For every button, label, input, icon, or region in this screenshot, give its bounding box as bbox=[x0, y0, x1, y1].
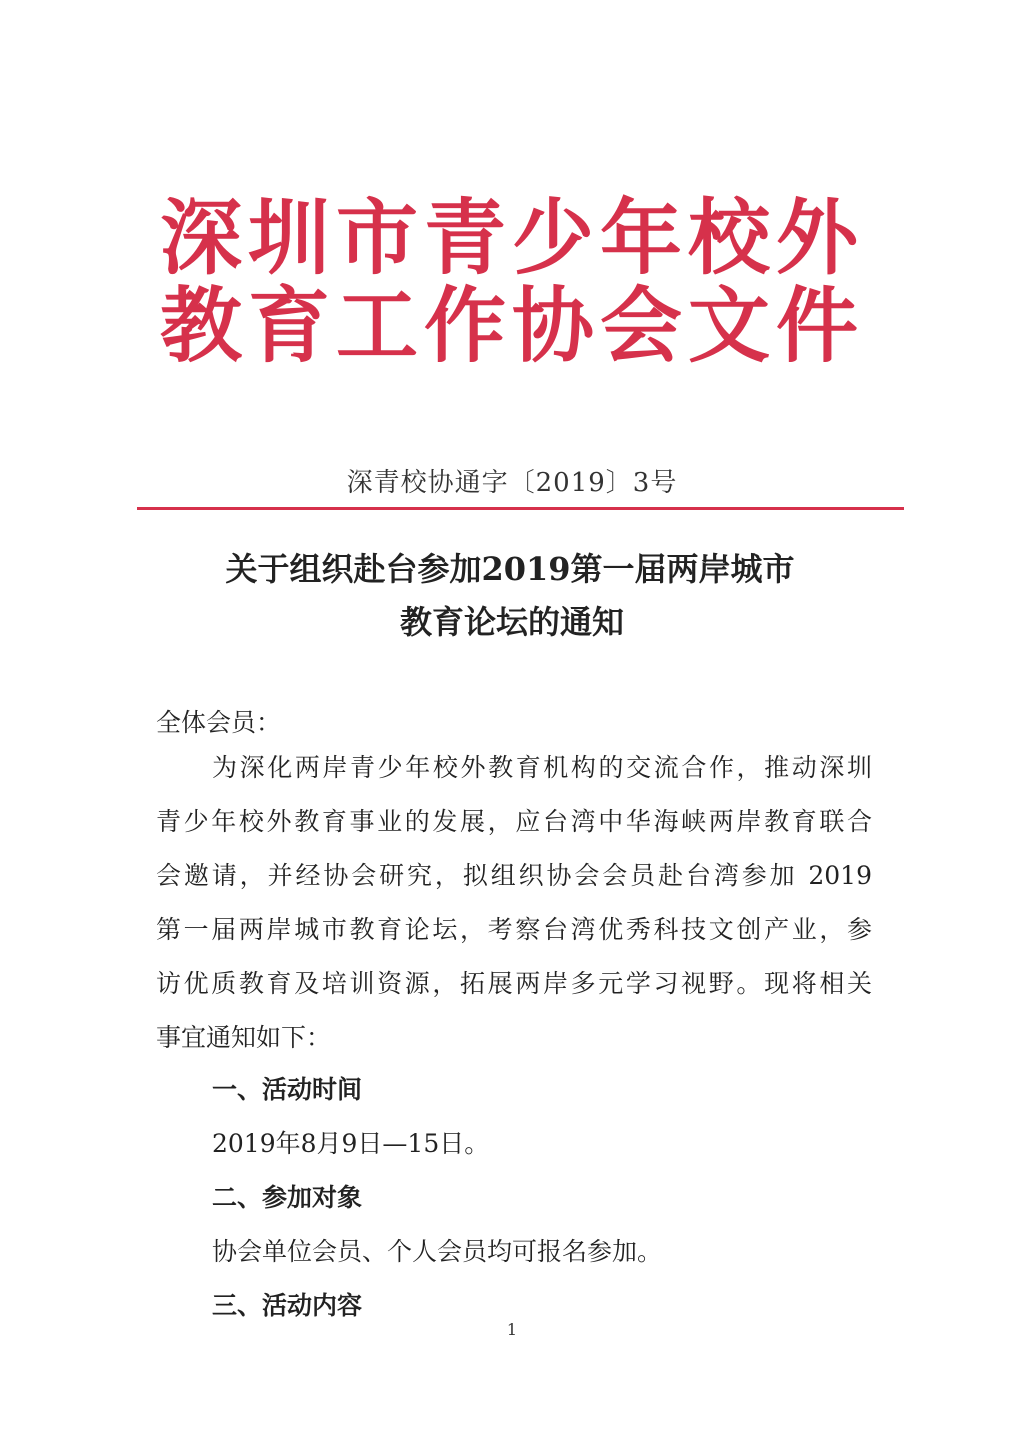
paragraph-line: 访优质教育及培训资源，拓展两岸多元学习视野。现将相关 bbox=[156, 969, 872, 998]
paragraph-line: 会邀请，并经协会研究，拟组织协会会员赴台湾参加 2019 bbox=[156, 861, 872, 890]
page-number: 1 bbox=[506, 1320, 518, 1339]
section-heading-participants: 二、参加对象 bbox=[212, 1183, 363, 1212]
paragraph-line: 为深化两岸青少年校外教育机构的交流合作，推动深圳 bbox=[212, 753, 872, 782]
salutation: 全体会员： bbox=[156, 708, 282, 737]
paragraph-line: 青少年校外教育事业的发展，应台湾中华海峡两岸教育联合 bbox=[156, 807, 872, 836]
section-heading-activity-content: 三、活动内容 bbox=[212, 1291, 363, 1320]
paragraph-line: 第一届两岸城市教育论坛，考察台湾优秀科技文创产业，参 bbox=[156, 915, 872, 944]
paragraph-line: 事宜通知如下： bbox=[156, 1023, 332, 1052]
masthead-line-1: 深圳市青少年校外 bbox=[159, 191, 864, 286]
participants-text: 协会单位会员、个人会员均可报名参加。 bbox=[212, 1237, 663, 1266]
section-heading-activity-time: 一、活动时间 bbox=[212, 1075, 363, 1104]
document-number: 深青校协通字〔2019〕3号 bbox=[346, 468, 678, 498]
notice-title-line-1: 关于组织赴台参加2019第一届两岸城市 bbox=[225, 550, 795, 588]
notice-title-line-2: 教育论坛的通知 bbox=[399, 603, 624, 641]
activity-time-text: 2019年8月9日—15日。 bbox=[212, 1129, 490, 1158]
red-divider-line bbox=[137, 507, 904, 510]
masthead-line-2: 教育工作协会文件 bbox=[159, 279, 864, 374]
